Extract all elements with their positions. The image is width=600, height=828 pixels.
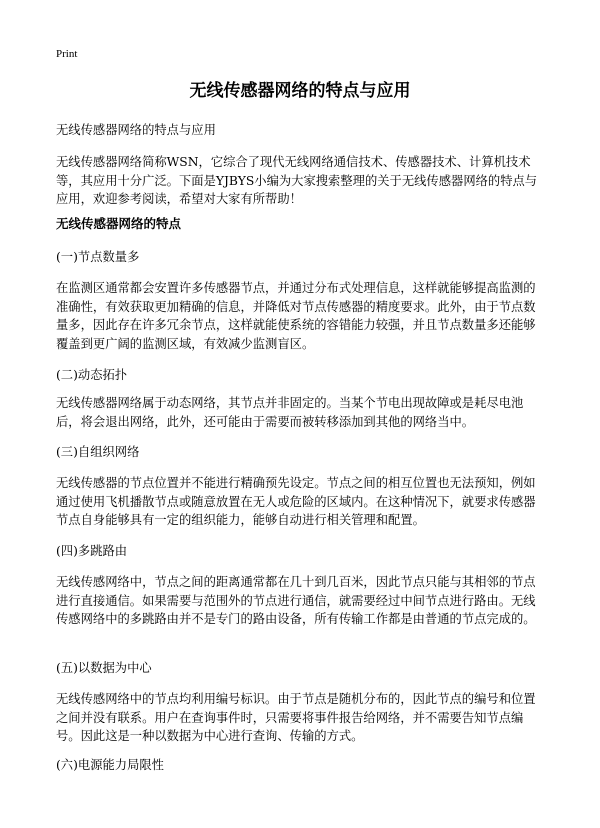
item-text-4: 无线传感网络中，节点之间的距离通常都在几十到几百米，因此节点只能与其相邻的节点进行直接通信。如果需要与范围外的节点进行通信，就需要经过中间节点进行路由。无线传感网络中的多跳路由并不是专门的路由设备，所有传输工作都是由普通的节点完成的。 [56,575,536,626]
item-text-5: 无线传感网络中的节点均利用编号标识。由于节点是随机分布的，因此节点的编号和位置之间并没有联系。用户在查询事件时，只需要将事件报告给网络，并不需要告知节点编号。因此这是一种以数据为中心进行查询、传输的方式。 [56,692,536,743]
item-heading-6: (六)电源能力局限性 [56,758,164,772]
intro-paragraph: 无线传感器网络简称WSN，它综合了现代无线网络通信技术、传感器技术、计算机技术等，其应用十分广泛。下面是YJBYS小编为大家搜索整理的关于无线传感器网络的特点与应用，欢迎参考阅读，希望对大家有所帮助！ [56,155,538,206]
document-subtitle: 无线传感器网络的特点与应用 [56,123,216,137]
item-heading-5: (五)以数据为中心 [56,661,152,675]
print-label[interactable]: Print [56,48,78,60]
item-heading-1: (一)节点数量多 [56,250,140,264]
item-text-3: 无线传感器的节点位置并不能进行精确预先设定。节点之间的相互位置也无法预知，例如通过使用飞机播散节点或随意放置在无人或危险的区域内。在这种情况下，就要求传感器节点自身能够具有一定的组织能力，能够自动进行相关管理和配置。 [56,476,536,527]
item-heading-3: (三)自组织网络 [56,445,140,459]
item-text-1: 在监测区通常都会安置许多传感器节点，并通过分布式处理信息，这样就能够提高监测的准确性，有效获取更加精确的信息，并降低对节点传感器的精度要求。此外，由于节点数量多，因此存在许多冗余节点，这样就能使系统的容错能力较强，并且节点数量多还能够覆盖到更广阔的监测区域，有效减少监测盲区。 [56,281,536,351]
item-text-2: 无线传感器网络属于动态网络，其节点并非固定的。当某个节电出现故障或是耗尽电池后，将会退出网络，此外，还可能由于需要而被转移添加到其他的网络当中。 [56,396,524,429]
page-title: 无线传感器网络的特点与应用 [189,81,411,101]
section-heading: 无线传感器网络的特点 [56,216,182,231]
item-heading-4: (四)多跳路由 [56,544,128,558]
item-heading-2: (二)动态拓扑 [56,368,128,382]
